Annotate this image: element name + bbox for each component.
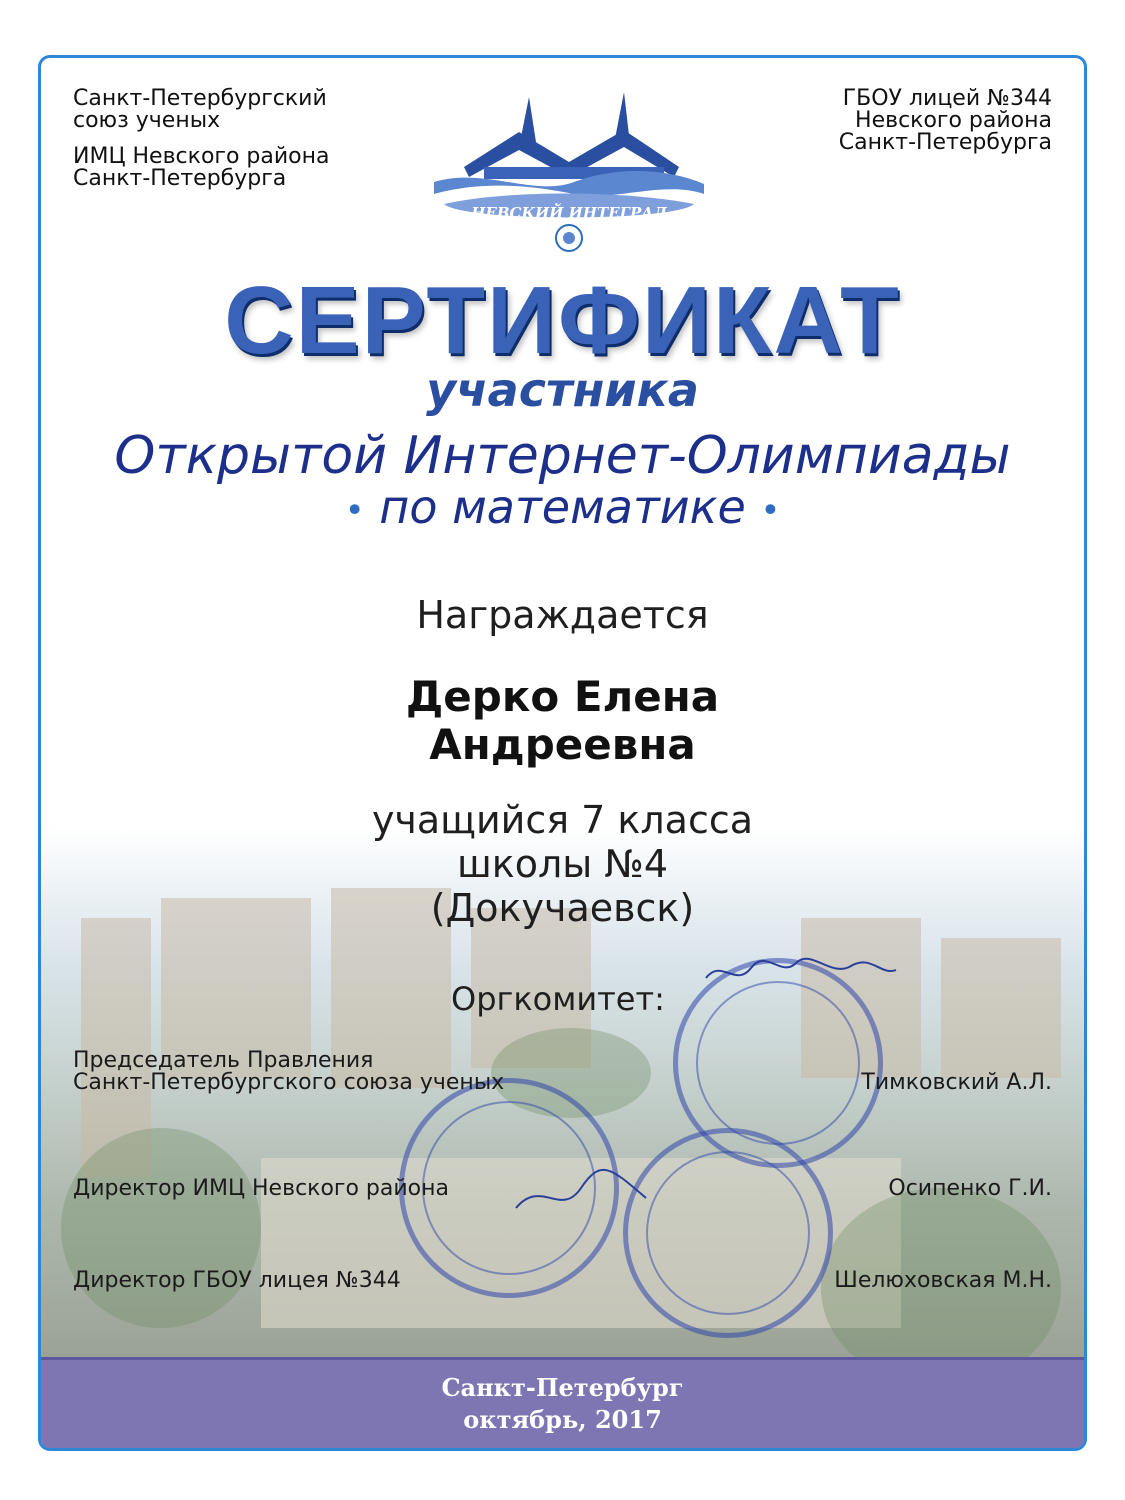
- org-line: Санкт-Петербургский: [73, 86, 327, 111]
- logo-text: НЕВСКИЙ ИНТЕГРАЛ: [471, 204, 667, 222]
- org-line: Невского района: [855, 108, 1052, 133]
- subtitle-subject: [41, 480, 1084, 534]
- recipient-name: [41, 673, 1084, 769]
- header-right: [839, 88, 1052, 154]
- student-line: учащийся 7 класса: [371, 798, 754, 842]
- bullet-icon: •: [760, 490, 781, 531]
- role-line: Санкт-Петербургского союза ученых: [73, 1070, 505, 1095]
- student-line: (Докучаевск): [430, 886, 695, 930]
- nevsky-integral-logo: [424, 72, 714, 252]
- role-line: Председатель Правления: [73, 1048, 374, 1073]
- signature: [701, 948, 901, 998]
- signature-row: [73, 1176, 1052, 1200]
- subtitle-olympiad: Открытой Интернет-Олимпиады: [114, 426, 1011, 486]
- student-line: школы №4: [456, 842, 669, 886]
- committee-label: Оргкомитет:: [451, 980, 665, 1018]
- footer-text: [41, 1372, 1084, 1436]
- student-info: [41, 798, 1084, 930]
- org-line: Санкт-Петербурга: [73, 166, 287, 191]
- subject-text: по математике: [379, 480, 746, 534]
- signer-name: Тимковский А.Л.: [861, 1070, 1052, 1095]
- round-stamp: [623, 1128, 833, 1338]
- signer-role: Директор ИМЦ Невского района: [73, 1176, 449, 1201]
- signer-role: Директор ГБОУ лицея №344: [73, 1268, 401, 1293]
- signature-row: [73, 1048, 1052, 1094]
- signer-name: Шелюховская М.Н.: [834, 1268, 1052, 1293]
- award-label: Награждается: [416, 593, 709, 637]
- org-line: Санкт-Петербурга: [838, 130, 1052, 155]
- signer-role: [73, 1050, 504, 1094]
- certificate-frame: [38, 55, 1087, 1451]
- subtitle-participant: участника: [426, 363, 699, 417]
- org-line: ГБОУ лицей №344: [842, 86, 1052, 111]
- tree: [61, 1128, 261, 1328]
- org-line: ИМЦ Невского района: [73, 144, 330, 169]
- signature-row: [73, 1268, 1052, 1292]
- footer-date: октябрь, 2017: [463, 1405, 662, 1434]
- signer-name: Осипенко Г.И.: [888, 1176, 1052, 1201]
- footer-city: Санкт-Петербург: [441, 1373, 684, 1402]
- recipient-line: Андреевна: [429, 720, 696, 769]
- bullet-icon: •: [344, 490, 365, 531]
- org-line: союз ученых: [73, 108, 221, 133]
- recipient-line: Дерко Елена: [405, 672, 720, 721]
- certificate-title: СЕРТИФИКАТ: [224, 267, 901, 374]
- header-left: [73, 88, 329, 190]
